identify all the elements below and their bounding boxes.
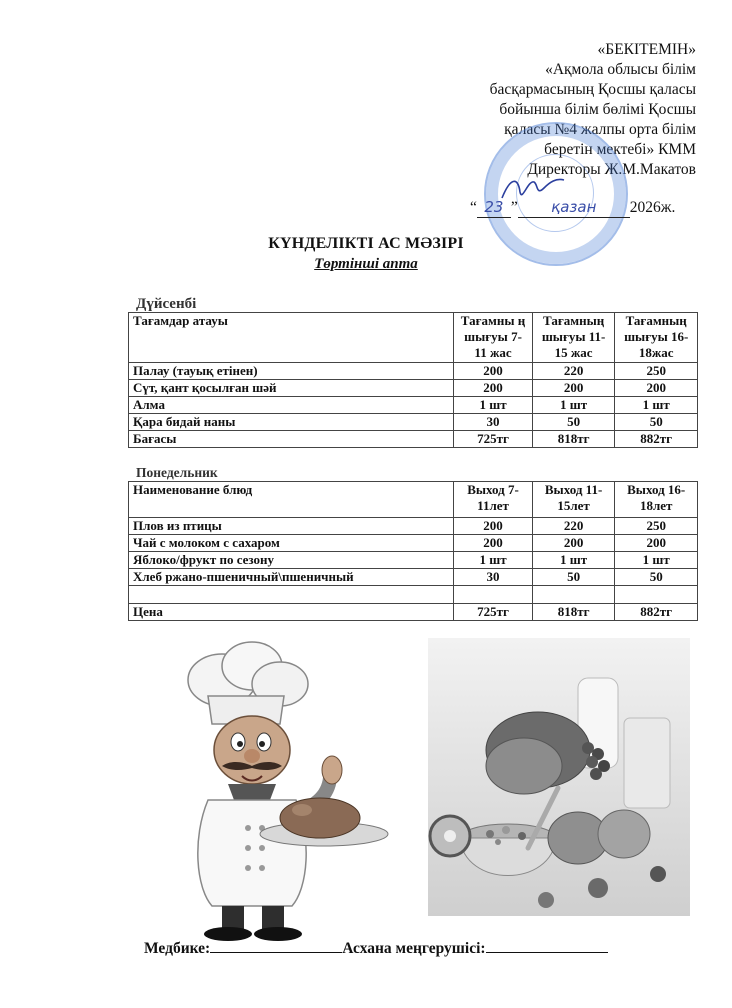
portion-value: 50	[532, 414, 615, 431]
portion-value: 1 шт	[532, 397, 615, 414]
kz-day-label: Дүйсенбі	[136, 296, 197, 312]
empty-cell	[129, 586, 454, 604]
dish-name: Хлеб ржано-пшеничный\пшеничный	[129, 569, 454, 586]
portion-value: 1 шт	[615, 397, 698, 414]
portion-value: 30	[454, 414, 533, 431]
portion-value: 50	[615, 414, 698, 431]
approval-line: басқармасының Қосшы қаласы	[489, 81, 696, 98]
table-header-cell: Тағамдар атауы	[129, 313, 454, 363]
date-quote: “	[470, 199, 477, 216]
portion-value: 1 шт	[615, 552, 698, 569]
nurse-signature-line	[210, 938, 342, 953]
nurse-label: Медбике:	[144, 940, 211, 957]
canteen-signature-line	[486, 938, 608, 953]
ru-menu-table	[128, 481, 698, 621]
table-header-row	[129, 313, 698, 363]
table-row	[129, 414, 698, 431]
table-row	[129, 604, 698, 621]
approval-line: қаласы №4 жалпы орта білім	[504, 121, 696, 138]
table-header-cell: Выход 7-11лет	[454, 482, 533, 518]
empty-cell	[615, 586, 698, 604]
approval-line: бойынша білім бөлімі Қосшы	[499, 101, 696, 118]
portion-value: 200	[615, 380, 698, 397]
date-month: қазан	[551, 198, 597, 216]
table-row	[129, 569, 698, 586]
table-header-cell: Наименование блюд	[129, 482, 454, 518]
canteen-head-label: Асхана меңгерушісі:	[342, 940, 486, 957]
table-row	[129, 431, 698, 448]
approval-heading: «БЕКІТЕМІН»	[597, 41, 696, 58]
price-label: Цена	[129, 604, 454, 621]
portion-value: 200	[615, 535, 698, 552]
portion-value: 200	[532, 535, 615, 552]
page-title: КҮНДЕЛІКТІ АС МӘЗІРІ	[268, 235, 464, 252]
portion-value: 220	[532, 363, 615, 380]
dish-name: Сүт, қант қосылған шәй	[129, 380, 454, 397]
price-value: 882тг	[615, 431, 698, 448]
table-row	[129, 363, 698, 380]
approval-line: «Ақмола облысы білім	[545, 61, 696, 78]
portion-value: 1 шт	[454, 552, 533, 569]
portion-value: 250	[615, 363, 698, 380]
dish-name: Плов из птицы	[129, 518, 454, 535]
table-header-cell: Выход 16-18лет	[615, 482, 698, 518]
empty-cell	[454, 586, 533, 604]
dish-name: Қара бидай наны	[129, 414, 454, 431]
page-subtitle: Төртінші апта	[314, 256, 418, 272]
price-value: 818тг	[532, 431, 615, 448]
table-header-cell: Выход 11-15лет	[532, 482, 615, 518]
portion-value: 200	[454, 380, 533, 397]
table-row	[129, 586, 698, 604]
portion-value: 200	[454, 518, 533, 535]
table-header-cell: Тағамны ң шығуы 7-11 жас	[454, 313, 533, 363]
table-row	[129, 518, 698, 535]
portion-value: 1 шт	[532, 552, 615, 569]
table-header-row	[129, 482, 698, 518]
date-year: 2026ж.	[629, 199, 676, 216]
dish-name: Яблоко/фрукт по сезону	[129, 552, 454, 569]
table-row	[129, 535, 698, 552]
portion-value: 200	[532, 380, 615, 397]
portion-value: 200	[454, 535, 533, 552]
table-row	[129, 397, 698, 414]
table-row	[129, 552, 698, 569]
approval-date	[470, 198, 696, 218]
portion-value: 30	[454, 569, 533, 586]
price-value: 725тг	[454, 604, 533, 621]
price-label: Бағасы	[129, 431, 454, 448]
portion-value: 200	[454, 363, 533, 380]
kz-menu-table	[128, 312, 698, 448]
portion-value: 220	[532, 518, 615, 535]
chef-illustration-icon	[152, 638, 412, 943]
director-name: Директоры Ж.М.Макатов	[527, 161, 696, 178]
signature-footer	[144, 938, 608, 958]
portion-value: 50	[532, 569, 615, 586]
table-row	[129, 380, 698, 397]
approval-line: беретін мектебі» КММ	[544, 141, 696, 158]
dish-name: Алма	[129, 397, 454, 414]
portion-value: 1 шт	[454, 397, 533, 414]
dish-name: Палау (тауық етінен)	[129, 363, 454, 380]
portion-value: 50	[615, 569, 698, 586]
price-value: 882тг	[615, 604, 698, 621]
portion-value: 250	[615, 518, 698, 535]
empty-cell	[532, 586, 615, 604]
table-header-cell: Тағамның шығуы 16-18жас	[615, 313, 698, 363]
date-quote: ”	[510, 199, 518, 216]
dish-name: Чай с молоком с сахаром	[129, 535, 454, 552]
price-value: 818тг	[532, 604, 615, 621]
price-value: 725тг	[454, 431, 533, 448]
breakfast-food-illustration-icon	[428, 638, 690, 916]
table-header-cell: Тағамның шығуы 11-15 жас	[532, 313, 615, 363]
date-day: 23	[484, 198, 504, 216]
ru-day-label: Понедельник	[136, 465, 218, 480]
